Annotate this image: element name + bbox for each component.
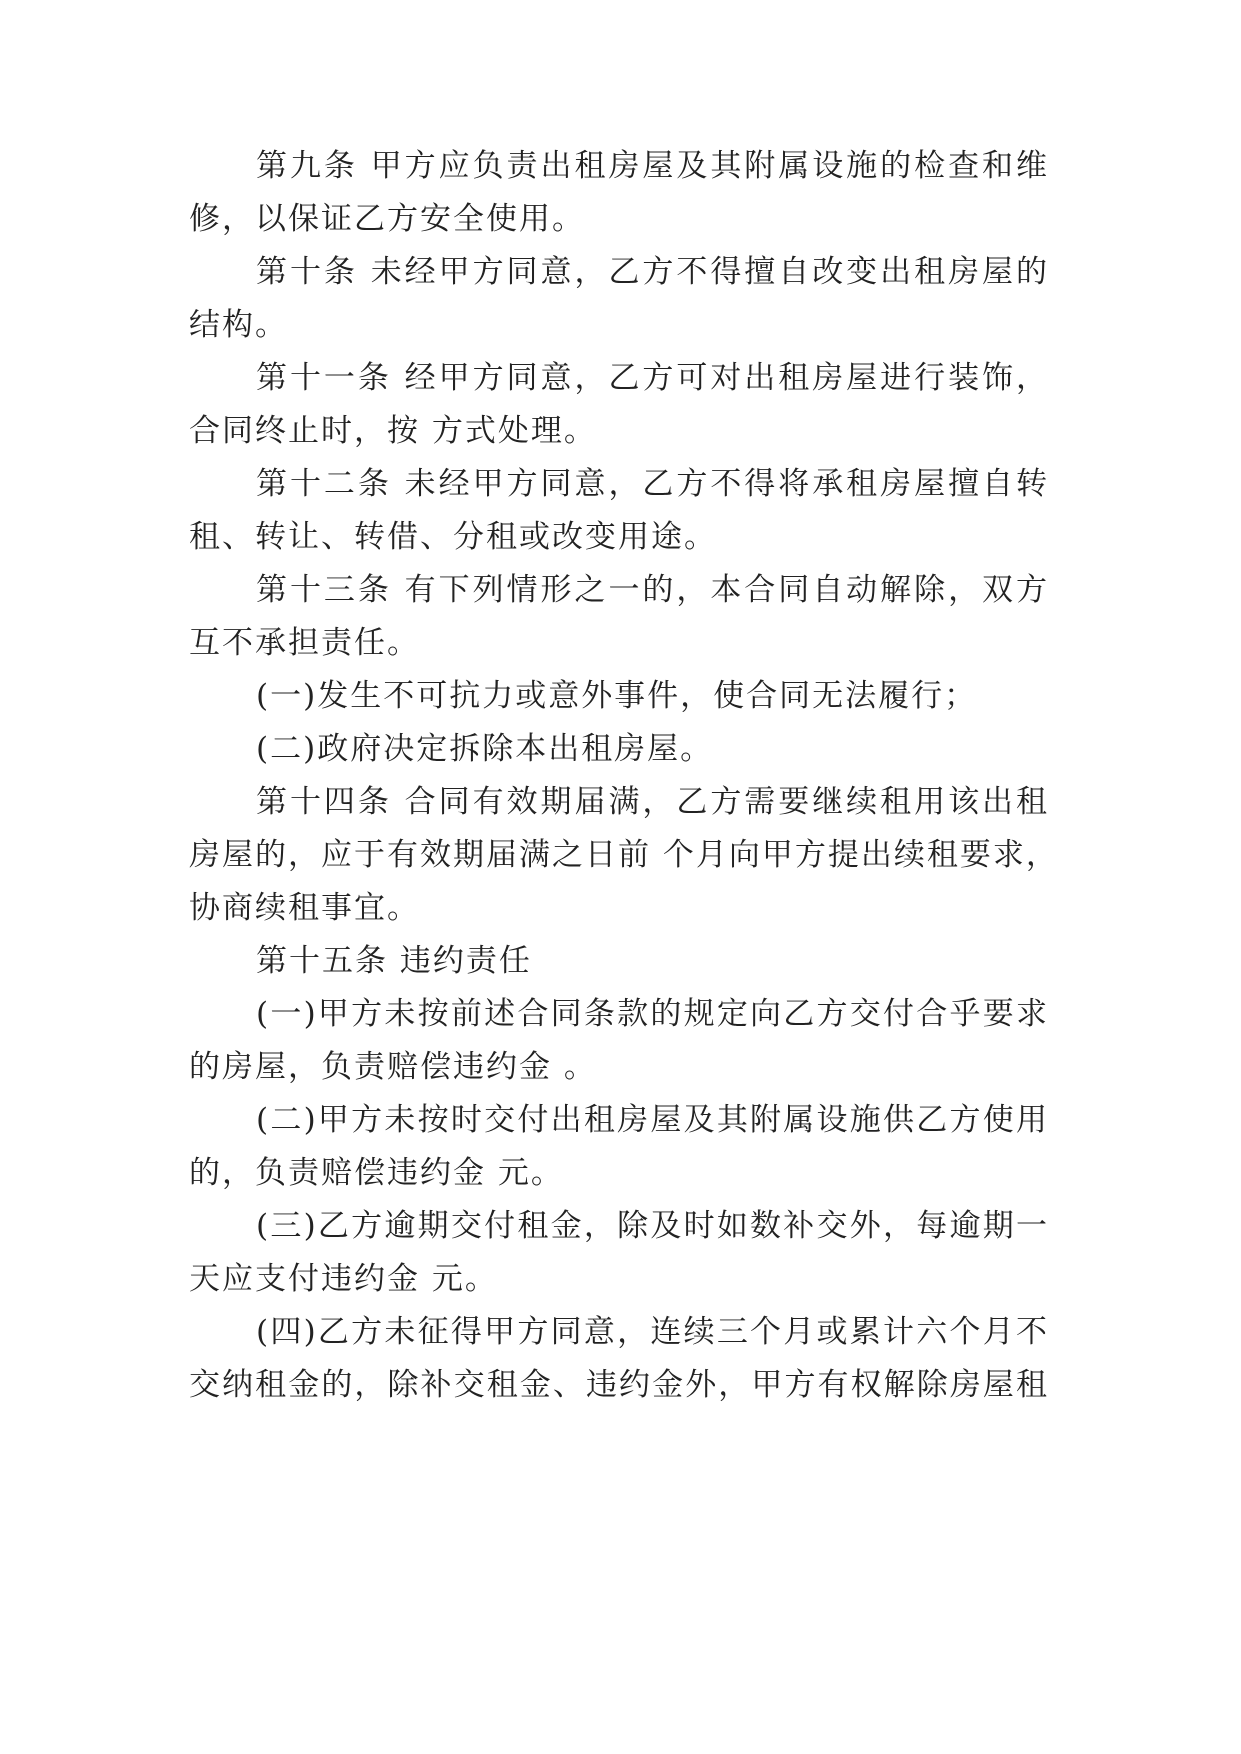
clause-14-line-1: 第十四条 合同有效期届满，乙方需要继续租用该出租 — [256, 784, 1049, 820]
clause-13-line-2: 互不承担责任。 — [189, 625, 420, 661]
clause-10-line-2: 结构。 — [189, 307, 288, 343]
clause-14-line-3: 协商续租事宜。 — [189, 890, 420, 926]
clause-14-line-2: 房屋的，应于有效期届满之日前 个月向甲方提出续租要求， — [189, 837, 1059, 873]
clause-10-line-1: 第十条 未经甲方同意，乙方不得擅自改变出租房屋的 — [256, 254, 1049, 290]
clause-13-item-1: (一)发生不可抗力或意外事件，使合同无法履行； — [256, 678, 978, 714]
clause-13-line-1: 第十三条 有下列情形之一的，本合同自动解除，双方 — [256, 572, 1049, 608]
clause-11-line-1: 第十一条 经甲方同意，乙方可对出租房屋进行装饰， — [256, 360, 1049, 396]
clause-9-line-1: 第九条 甲方应负责出租房屋及其附属设施的检查和维 — [256, 148, 1049, 184]
clause-15-item-4-line-1: (四)乙方未征得甲方同意，连续三个月或累计六个月不 — [256, 1314, 1049, 1350]
clause-15-heading: 第十五条 违约责任 — [256, 943, 532, 979]
clause-11-line-2: 合同终止时，按 方式处理。 — [189, 413, 597, 449]
clause-13-item-2: (二)政府决定拆除本出租房屋。 — [256, 731, 714, 767]
clause-15-item-1-line-1: (一)甲方未按前述合同条款的规定向乙方交付合乎要求 — [256, 996, 1049, 1032]
clause-15-item-2-line-1: (二)甲方未按时交付出租房屋及其附属设施供乙方使用 — [256, 1102, 1049, 1138]
clause-15-item-3-line-2: 天应支付违约金 元。 — [189, 1261, 498, 1297]
clause-15-item-1-line-2: 的房屋，负责赔偿违约金 。 — [189, 1049, 597, 1085]
clause-15-item-3-line-1: (三)乙方逾期交付租金，除及时如数补交外，每逾期一 — [256, 1208, 1049, 1244]
clause-12-line-1: 第十二条 未经甲方同意，乙方不得将承租房屋擅自转 — [256, 466, 1049, 502]
clause-9-line-2: 修，以保证乙方安全使用。 — [189, 201, 585, 237]
clause-15-item-4-line-2: 交纳租金的，除补交租金、违约金外，甲方有权解除房屋租 — [189, 1367, 1049, 1403]
clause-15-item-2-line-2: 的，负责赔偿违约金 元。 — [189, 1155, 564, 1191]
clause-12-line-2: 租、转让、转借、分租或改变用途。 — [189, 519, 717, 555]
